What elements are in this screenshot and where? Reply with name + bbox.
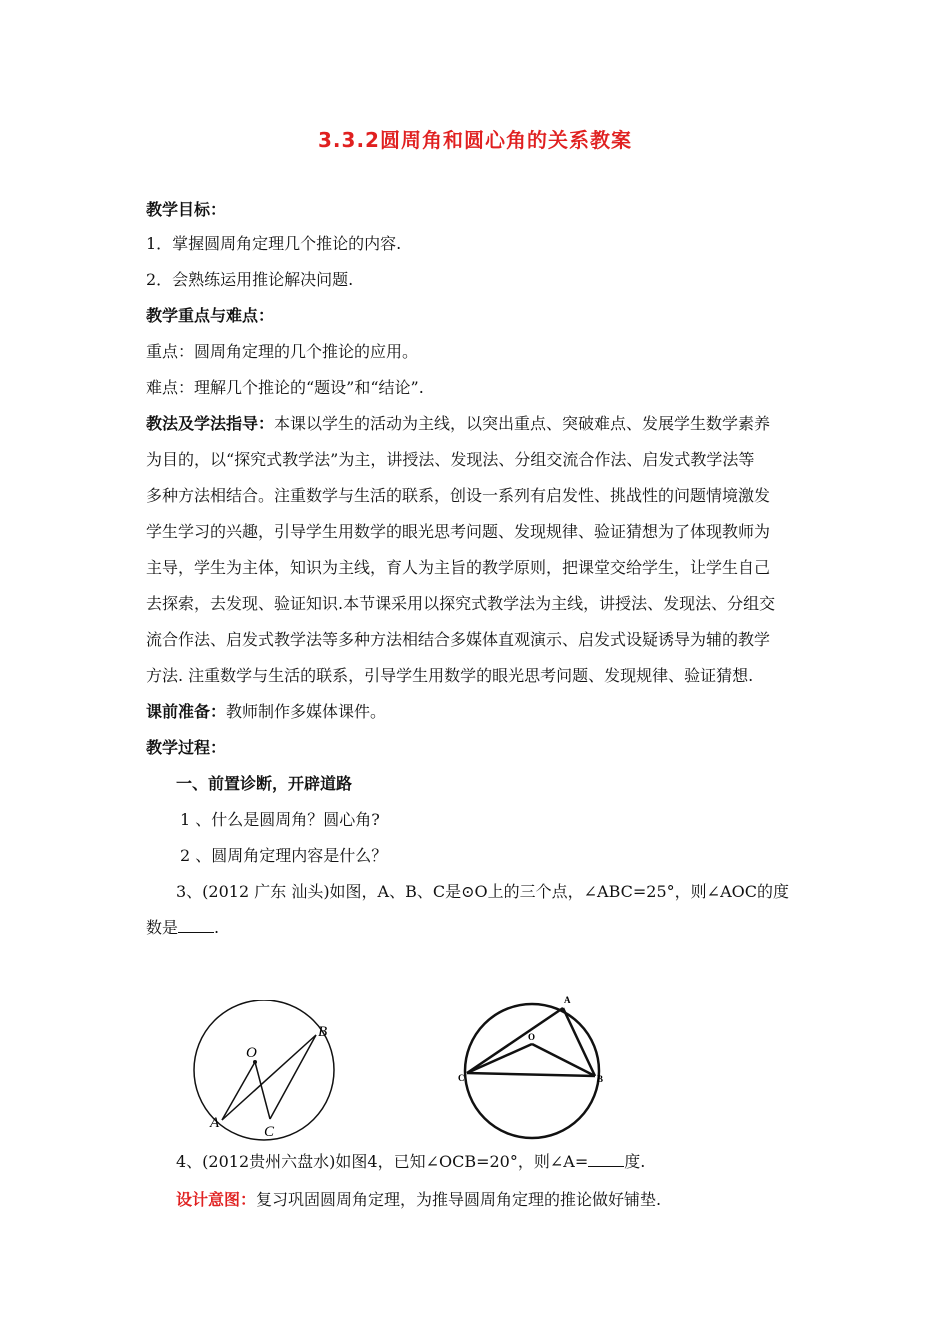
figure-1-label-O: O [246,1045,257,1061]
design-label: 设计意图： [176,1190,257,1209]
q3-suffix: . [214,918,220,937]
figure-2-label-A: A [564,995,571,1005]
part1-heading: 一、前置诊断，开辟道路 [176,774,353,793]
method-line-4: 学生学习的兴趣，引导学生用数学的眼光思考问题、发现规律、验证猜想为了体现教师为 [146,522,771,541]
prep-text: 教师制作多媒体课件。 [226,702,387,721]
method-text-1: 本课以学生的活动为主线，以突出重点、突破难点、发展学生数学素养 [274,414,771,433]
figure-2-circle [465,1004,599,1138]
q4-suffix: 度. [624,1152,646,1171]
figure-1-segment-CB [270,1035,316,1119]
q4-prefix: 4、(2012贵州六盘水)如图4，已知∠OCB=20°，则∠A= [176,1152,589,1171]
design-intent [176,1190,856,1210]
figure-2-segment-AB [563,1008,595,1076]
question-3-line-1: 3、(2012 广东 汕头)如图，A、B、C是⊙O上的三个点，∠ABC=25°，则∠AOC的度 [176,882,789,901]
figure-1-segment-OC [255,1062,270,1119]
figure-2-segment-CA [467,1008,563,1073]
prep-line [146,702,826,722]
figure-2-circle-diagram [450,990,620,1150]
method-line-6: 去探索，去发现、验证知识.本节课采用以探究式教学法为主线，讲授法、发现法、分组交 [146,594,776,613]
method-heading: 教法及学法指导： [146,414,275,433]
method-line-2: 为目的，以“探究式教学法”为主，讲授法、发现法、分组交流合作法、启发式教学法等 [146,450,755,469]
method-line-7: 流合作法、启发式教学法等多种方法相结合多媒体直观演示、启发式设疑诱导为辅的教学 [146,630,771,649]
figure-2-label-B: B [597,1074,604,1084]
figure-2-segment-CB [467,1073,595,1076]
method-line-1 [146,414,826,434]
answer-blank-2 [588,1152,624,1167]
process-heading: 教学过程： [146,738,227,757]
method-line-8: 方法. 注重数学与生活的联系，引导学生用数学的眼光思考问题、发现规律、验证猜想. [146,666,754,685]
method-line-3: 多种方法相结合。注重数学与生活的联系，创设一系列有启发性、挑战性的问题情境激发 [146,486,771,505]
figure-2-segment-OB [532,1044,595,1076]
figure-2-label-O: O [528,1032,536,1042]
key-point: 重点：圆周角定理的几个推论的应用。 [146,342,419,361]
method-line-5: 主导，学生为主体，知识为主线，育人为主旨的教学原则，把课堂交给学生，让学生自己 [146,558,771,577]
question-2: 2 、圆周角定理内容是什么？ [180,846,388,865]
goal-2: 2．会熟练运用推论解决问题. [146,270,354,289]
q3-prefix: 数是 [146,918,179,937]
prep-heading: 课前准备： [146,702,227,721]
figure-1-label-C: C [264,1124,275,1140]
difficult-point: 难点：理解几个推论的“题设”和“结论”. [146,378,424,397]
figure-1-label-B: B [318,1024,328,1040]
figure-1-circle-diagram [190,1000,350,1150]
question-3-line-2 [146,918,826,938]
keypoints-heading: 教学重点与难点： [146,306,275,325]
figure-1-label-A: A [210,1115,220,1131]
goal-1: 1．掌握圆周角定理几个推论的内容. [146,234,402,253]
question-1: 1 、什么是圆周角？圆心角? [180,810,380,829]
answer-blank [178,918,214,933]
figure-2-segment-OC [467,1044,532,1073]
figure-2-label-C: C [458,1073,465,1083]
page-title: 3.3.2圆周角和圆心角的关系教案 [318,128,632,152]
figure-1-segment-OA [222,1062,255,1120]
question-4 [176,1152,856,1172]
figure-1-segment-AB [222,1035,316,1120]
design-text: 复习巩固圆周角定理，为推导圆周角定理的推论做好铺垫. [256,1190,662,1209]
goals-heading: 教学目标： [146,200,227,219]
